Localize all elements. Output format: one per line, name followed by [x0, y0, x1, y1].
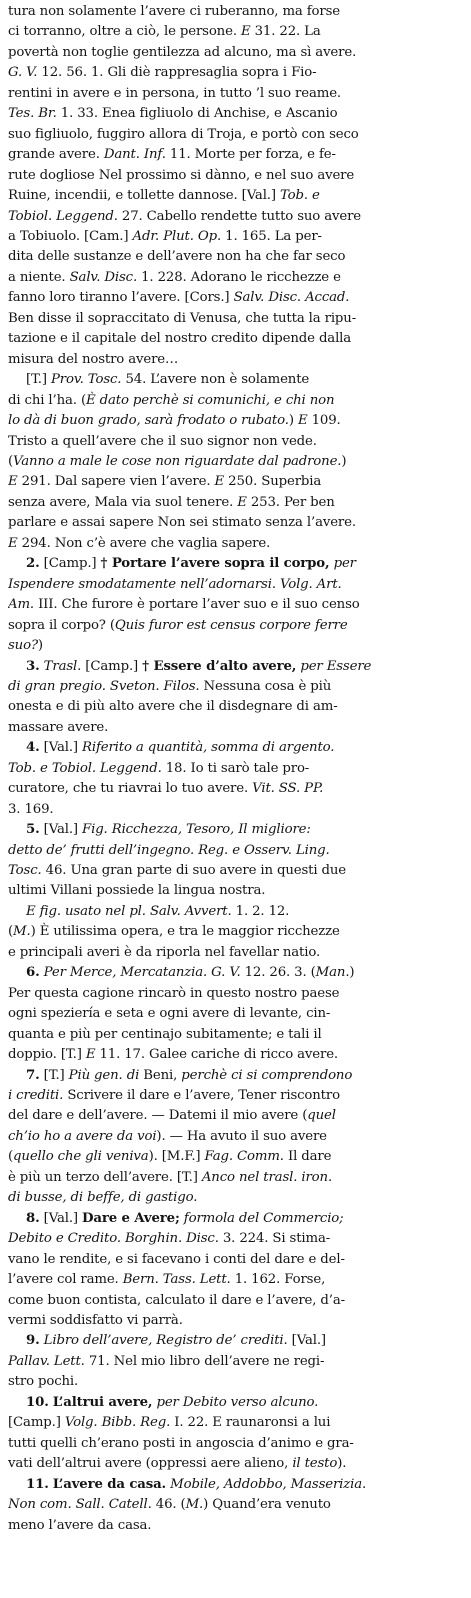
italic-text: Dant. Inf.	[103, 147, 166, 163]
bold-text: Dare e Avere;	[82, 1210, 180, 1226]
text-line	[8, 1004, 457, 1024]
text-line	[8, 1434, 457, 1454]
italic-text: Prov. Tosc.	[51, 372, 122, 388]
italic-text: È dato perchè si comunichi, e chi non	[86, 392, 335, 408]
text-line	[8, 984, 457, 1004]
text-run: l’avere col rame.	[8, 1272, 123, 1288]
text-run: (	[8, 1149, 14, 1165]
text-run: onesta e di più alto avere che il disdegnare di am-	[8, 699, 338, 715]
text-run: a Tobiuolo. [Cam.]	[8, 228, 133, 244]
text-run: 12. 26. 3. (	[240, 965, 316, 981]
text-line	[8, 1495, 457, 1515]
italic-text: Libro dell’avere, Registro de’ crediti.	[43, 1333, 288, 1349]
text-line	[8, 1270, 457, 1290]
italic-text: G. V.	[8, 65, 38, 81]
italic-text: i crediti.	[8, 1088, 64, 1104]
text-run: 11. 17. Galee cariche di ricco avere.	[95, 1047, 338, 1063]
text-line	[8, 268, 457, 288]
italic-text: Più gen. di	[68, 1067, 140, 1083]
text-run: vati dell’altrui avere (oppressi aere alieno,	[8, 1456, 293, 1472]
text-line	[8, 350, 457, 370]
italic-text: Am.	[8, 597, 34, 613]
text-line	[8, 1291, 457, 1311]
italic-text: Volg. Bibb. Reg.	[64, 1415, 171, 1431]
italic-text: E fig. usato nel pl. Salv. Avvert.	[26, 903, 232, 919]
text-run: Beni,	[139, 1067, 182, 1083]
text-line	[8, 1086, 457, 1106]
text-run: tazione e il capitale del nostro credito dipende dalla	[8, 331, 352, 347]
text-run: ) Quand’era venuto	[203, 1497, 331, 1513]
italic-text: Vit. SS. PP.	[252, 781, 324, 797]
italic-text: Ispendere smodatamente nell’adornarsi. Volg. Art.	[8, 576, 342, 592]
italic-text: Tob. e Tobiol. Leggend.	[8, 760, 162, 776]
text-line	[8, 1209, 457, 1229]
text-line	[8, 800, 457, 820]
italic-text: E	[237, 494, 247, 510]
text-run: 3. 224. Si stima-	[218, 1231, 331, 1247]
entry-paragraph-sense-7	[8, 1066, 457, 1209]
text-run: tutti quelli ch’erano posti in angoscia d’animo e gra-	[8, 1435, 354, 1451]
text-line	[8, 1045, 457, 1065]
text-line	[8, 63, 457, 83]
italic-text: perchè ci si comprendono	[181, 1067, 353, 1083]
bold-text: L’avere da casa.	[52, 1476, 167, 1492]
text-line	[8, 2, 457, 22]
text-line	[8, 738, 457, 758]
text-line	[8, 1454, 457, 1474]
italic-text: Riferito a quantità, somma di argento.	[82, 740, 335, 756]
text-line	[8, 513, 457, 533]
text-run: I. 22. E raunaronsi a lui	[170, 1415, 331, 1431]
text-run: ). — Ha avuto il suo avere	[156, 1128, 327, 1144]
bold-text: 7.	[26, 1067, 40, 1083]
text-line	[8, 636, 457, 656]
italic-text: E	[8, 474, 18, 490]
text-run: 1. 228. Adorano le ricchezze e	[137, 269, 341, 285]
text-line	[8, 145, 457, 165]
text-run: 1. 162. Forse,	[230, 1272, 326, 1288]
text-line	[8, 1331, 457, 1351]
text-run: Ben disse il sopraccitato di Venusa, che tutta la ripu-	[8, 310, 357, 326]
text-run: rute dogliose Nel prossimo si dànno, e nel suo avere	[8, 167, 355, 183]
text-run: 3. 169.	[8, 801, 54, 817]
text-run: ). [M.F.]	[148, 1149, 205, 1165]
bold-text: 5.	[26, 822, 40, 838]
text-line	[8, 595, 457, 615]
italic-text: E	[297, 413, 308, 429]
text-line	[8, 881, 457, 901]
text-run: Ruine, incendii, e tollette dannose. [Val.]	[8, 188, 280, 204]
text-line	[8, 963, 457, 983]
text-line	[8, 125, 457, 145]
italic-text: E	[8, 535, 18, 551]
italic-text: Tobiol. Leggend.	[8, 208, 118, 224]
entry-paragraph-sense-11	[8, 1475, 457, 1536]
text-run: )	[288, 413, 298, 429]
italic-text: Salv. Disc.	[69, 269, 138, 285]
italic-text: lo dà di buon grado, sarà frodato o rubato.	[8, 413, 289, 429]
text-run: doppio. [T.]	[8, 1047, 86, 1063]
text-run: Nessuna cosa è più	[199, 678, 332, 694]
text-run: ultimi Villani possiede la lingua nostra.	[8, 883, 266, 899]
italic-text: per Debito verso alcuno.	[152, 1394, 319, 1410]
italic-text: E	[85, 1047, 96, 1063]
text-line	[8, 104, 457, 124]
text-run: come buon contista, calculato il dare e l’avere, d’a-	[8, 1292, 345, 1308]
text-run: e principali averi è da riporla nel favellar natio.	[8, 944, 321, 960]
italic-text: Tes. Br.	[8, 106, 57, 122]
bold-text: † Portare l’avere sopra il corpo,	[100, 556, 330, 572]
text-line	[8, 207, 457, 227]
text-run: ) È utilissima opera, e tra le maggior ricchezze	[30, 924, 340, 940]
text-line	[8, 329, 457, 349]
text-line	[8, 472, 457, 492]
text-run: Scrivere il dare e l’avere, Tener riscontro	[63, 1088, 340, 1104]
text-run: [Camp.]	[81, 658, 143, 674]
entry-paragraph-sense-10	[8, 1393, 457, 1475]
text-run: 12. 56. 1. Gli diè rappresaglia sopra i Fio-	[37, 65, 317, 81]
text-run: [Camp.]	[8, 1415, 65, 1431]
text-line	[8, 779, 457, 799]
italic-text: Mobile, Addobbo, Masserizia.	[166, 1476, 367, 1492]
text-line	[8, 759, 457, 779]
text-line	[8, 1475, 457, 1495]
text-line	[8, 554, 457, 574]
bold-text: 3.	[26, 658, 40, 674]
text-line	[8, 309, 457, 329]
entry-paragraph-sense-6	[8, 963, 457, 1065]
text-line	[8, 943, 457, 963]
text-line	[8, 370, 457, 390]
text-line	[8, 1372, 457, 1392]
text-run: III. Che furore è portare l’aver suo e il suo censo	[34, 597, 360, 613]
italic-text: suo?	[8, 638, 38, 654]
text-run: (	[8, 453, 14, 469]
text-run: 1. 2. 12.	[231, 903, 290, 919]
entry-paragraph-sense-8	[8, 1209, 457, 1332]
text-line	[8, 391, 457, 411]
text-line	[8, 432, 457, 452]
italic-text: M.	[13, 924, 31, 940]
text-line	[8, 1127, 457, 1147]
text-run: Tristo a quell’avere che il suo signor non vede.	[8, 433, 317, 449]
text-run: senza avere, Mala via suol tenere.	[8, 494, 238, 510]
text-line	[8, 1147, 457, 1167]
text-line	[8, 677, 457, 697]
text-line	[8, 1393, 457, 1413]
text-line	[8, 718, 457, 738]
italic-text: Fig. Ricchezza, Tesoro, Il migliore:	[82, 822, 311, 838]
text-line	[8, 1352, 457, 1372]
text-line	[8, 288, 457, 308]
text-line	[8, 247, 457, 267]
entry-paragraph-tommaseo-note	[8, 370, 457, 554]
text-run: vano le rendite, e si facevano i conti del dare e del-	[8, 1251, 345, 1267]
text-line	[8, 902, 457, 922]
italic-text: Man.	[315, 965, 350, 981]
entry-paragraph-continuation	[8, 2, 457, 370]
text-run: grande avere.	[8, 147, 104, 163]
text-line	[8, 861, 457, 881]
italic-text: quel	[307, 1108, 336, 1124]
entry-paragraph-sense-5	[8, 820, 457, 902]
text-line	[8, 534, 457, 554]
text-line	[8, 922, 457, 942]
text-run: 27. Cabello rendette tutto suo avere	[117, 208, 362, 224]
text-line	[8, 186, 457, 206]
italic-text: Tob. e	[280, 188, 320, 204]
italic-text: Fag. Comm.	[204, 1149, 284, 1165]
italic-text: per Essere	[296, 658, 372, 674]
text-run: meno l’avere da casa.	[8, 1517, 152, 1533]
text-run: ogni speziería e seta e ogni avere di levante, cin-	[8, 1006, 331, 1022]
text-run: dita delle sustanze e dell’avere non ha che far seco	[8, 249, 346, 265]
text-run: ci torranno, oltre a ciò, le persone.	[8, 24, 241, 40]
text-run: massare avere.	[8, 719, 109, 735]
entry-paragraph-sense-3	[8, 657, 457, 739]
text-run: quanta e più per centinajo subitamente; e tali il	[8, 1026, 322, 1042]
italic-text: per	[329, 556, 356, 572]
text-line	[8, 1413, 457, 1433]
text-line	[8, 575, 457, 595]
text-run: 71. Nel mio libro dell’avere ne regi-	[84, 1353, 325, 1369]
text-run: di chi l’ha. (	[8, 392, 86, 408]
italic-text: Salv. Disc. Accad.	[233, 290, 350, 306]
text-line	[8, 1106, 457, 1126]
italic-text: Non com. Sall. Catell.	[8, 1497, 152, 1513]
bold-text: 4.	[26, 740, 40, 756]
bold-text: L’altrui avere,	[52, 1394, 153, 1410]
italic-text: Tosc.	[8, 863, 42, 879]
text-run: 250. Superbia	[224, 474, 322, 490]
italic-text: Trasl.	[43, 658, 82, 674]
text-line	[8, 1516, 457, 1536]
italic-text: Debito e Credito. Borghin. Disc.	[8, 1231, 219, 1247]
text-line	[8, 657, 457, 677]
italic-text: Bern. Tass. Lett.	[122, 1272, 231, 1288]
text-run: [Val.]	[39, 822, 83, 838]
bold-text: 9.	[26, 1333, 40, 1349]
italic-text: Quis furor est census corpore ferre	[114, 617, 348, 633]
text-run: a niente.	[8, 269, 70, 285]
italic-text: E	[240, 24, 251, 40]
text-run: ).	[337, 1456, 347, 1472]
text-run: 253. Per ben	[246, 494, 335, 510]
italic-text: Per Merce, Mercatanzia. G. V.	[43, 965, 241, 981]
text-line	[8, 84, 457, 104]
text-line	[8, 1066, 457, 1086]
bold-text: 10.	[26, 1394, 49, 1410]
text-run: Per questa cagione rincarò in questo nostro paese	[8, 985, 340, 1001]
text-run: sopra il corpo? (	[8, 617, 115, 633]
text-line	[8, 697, 457, 717]
text-run: [Val.]	[39, 1210, 83, 1226]
text-line	[8, 43, 457, 63]
italic-text: ch’io ho a avere da voi	[8, 1128, 157, 1144]
text-run: rentini in avere e in persona, in tutto ’l suo reame.	[8, 85, 341, 101]
text-run: [T.]	[26, 372, 51, 388]
text-run: misura del nostro avere…	[8, 351, 179, 367]
text-line	[8, 411, 457, 431]
text-run: (	[8, 924, 14, 940]
text-line	[8, 841, 457, 861]
text-run: Il dare	[283, 1149, 332, 1165]
text-run: 46. (	[151, 1497, 186, 1513]
italic-text: di gran pregio. Sveton. Filos.	[8, 678, 200, 694]
bold-text: 2.	[26, 556, 40, 572]
text-run: del dare e dell’avere. — Datemi il mio avere (	[8, 1108, 308, 1124]
text-run: 46. Una gran parte di suo avere in questi due	[41, 863, 346, 879]
text-line	[8, 1168, 457, 1188]
text-run: )	[341, 453, 347, 469]
text-run: 291. Dal sapere vien l’avere.	[17, 474, 215, 490]
entry-paragraph-sense-9	[8, 1331, 457, 1392]
text-line	[8, 1311, 457, 1331]
italic-text: Vanno a male le cose non riguardate dal padrone.	[13, 453, 342, 469]
italic-text: Pallav. Lett.	[8, 1353, 85, 1369]
text-run: 31. 22. La	[250, 24, 321, 40]
entry-paragraph-sense-2	[8, 554, 457, 656]
text-run: povertà non toglie gentilezza ad alcuno, ma sì avere.	[8, 44, 357, 60]
text-line	[8, 166, 457, 186]
text-run: è più un terzo dell’avere. [T.]	[8, 1169, 202, 1185]
text-line	[8, 1229, 457, 1249]
text-run: 294. Non c’è avere che vaglia sapere.	[17, 535, 271, 551]
italic-text: di busse, di beffe, di gastigo.	[8, 1190, 198, 1206]
italic-text: E	[214, 474, 225, 490]
entry-paragraph-sense-4	[8, 738, 457, 820]
italic-text: M.	[185, 1497, 204, 1513]
text-run: [T.]	[39, 1067, 69, 1083]
text-run: fanno loro tiranno l’avere. [Cors.]	[8, 290, 234, 306]
text-run: 1. 33. Enea figliuolo di Anchise, e Ascanio	[56, 106, 338, 122]
text-line	[8, 227, 457, 247]
text-run: parlare e assai sapere Non sei stimato senza l’avere.	[8, 515, 356, 531]
text-run: 54. L’avere non è solamente	[121, 372, 310, 388]
bold-text: 8.	[26, 1210, 40, 1226]
text-run: [Val.]	[39, 740, 83, 756]
text-run: vermi soddisfatto vi parrà.	[8, 1313, 183, 1328]
text-run: 1. 165. La per-	[221, 228, 322, 244]
text-line	[8, 820, 457, 840]
bold-text: 11.	[26, 1476, 49, 1492]
text-run: curatore, che tu riavrai lo tuo avere.	[8, 781, 253, 797]
text-line	[8, 22, 457, 42]
italic-text: detto de’ frutti dell’ingegno. Reg. e Osserv. Ling.	[8, 842, 330, 858]
text-run: [Val.]	[287, 1333, 326, 1349]
bold-text: † Essere d’alto avere,	[142, 658, 297, 674]
text-run: 18. Io ti sarò tale pro-	[161, 760, 310, 776]
text-line	[8, 452, 457, 472]
bold-text: 6.	[26, 965, 40, 981]
text-run: tura non solamente l’avere ci ruberanno, ma forse	[8, 4, 340, 19]
text-run: 109.	[307, 413, 341, 429]
italic-text: Anco nel trasl. iron.	[201, 1169, 333, 1185]
text-line	[8, 616, 457, 636]
italic-text: Adr. Plut. Op.	[132, 228, 222, 244]
text-run: 11. Morte per forza, e fe-	[165, 147, 336, 163]
text-run: [Camp.]	[39, 556, 101, 572]
text-line	[8, 1188, 457, 1208]
text-line	[8, 1250, 457, 1270]
text-line	[8, 1025, 457, 1045]
text-run: )	[349, 965, 355, 981]
italic-text: quello che gli veniva	[13, 1149, 149, 1165]
text-run: )	[37, 638, 43, 654]
entry-paragraph-sense-5-fig	[8, 902, 457, 963]
italic-text: il testo	[292, 1456, 338, 1472]
text-run: stro pochi.	[8, 1374, 79, 1390]
italic-text: formola del Commercio;	[179, 1210, 344, 1226]
text-line	[8, 493, 457, 513]
text-run: suo figliuolo, fuggiro allora di Troja, e portò con seco	[8, 126, 359, 142]
